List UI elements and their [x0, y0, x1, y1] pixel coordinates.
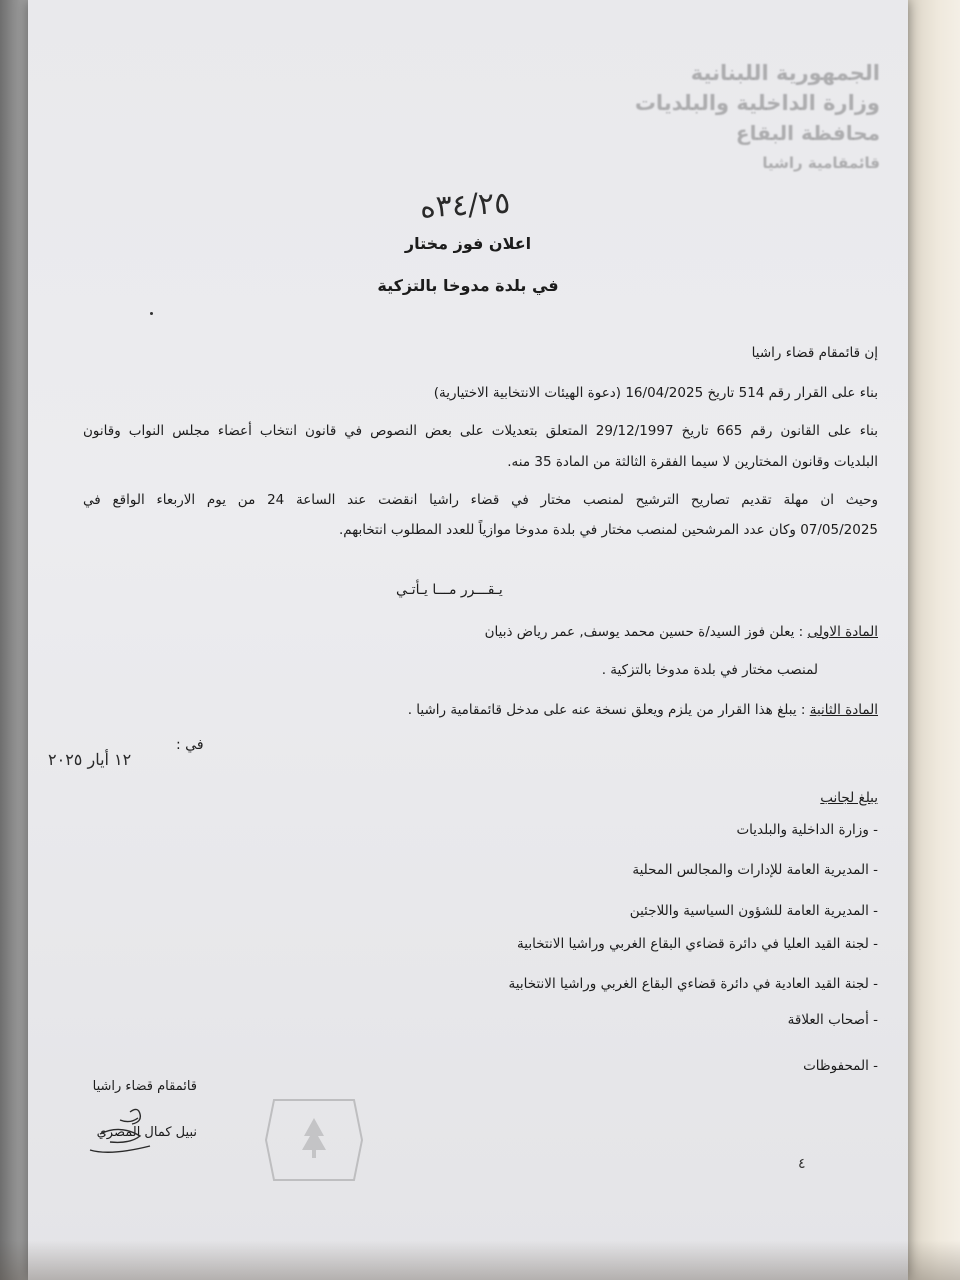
letterhead-line: محافظة البقاع	[735, 121, 880, 145]
distribution-item: - المحفوظات	[803, 1058, 878, 1074]
handwritten-signature	[60, 1090, 170, 1170]
intro-line: إن قائمقام قضاء راشيا	[751, 345, 878, 361]
whereas-line: وحيث ان مهلة تقديم تصاريح الترشيح لمنصب مختار في قضاء راشيا انقضت عند الساعة 24 من يوم الاربعاء الواقع في	[83, 492, 878, 508]
basis-line: بناء على القانون رقم 665 تاريخ 29/12/1997 المتعلق بتعديلات على بعض النصوص في قانون انتخاب أعضاء مجلس النواب وقانون	[83, 423, 878, 439]
handwritten-date: ١٢ أيار ٢٠٢٥	[48, 750, 132, 769]
document-title: اعلان فوز مختار	[404, 234, 532, 253]
document-subtitle: في بلدة مدوخا بالتزكية	[377, 276, 559, 295]
letterhead-line: وزارة الداخلية والبلديات	[634, 91, 880, 115]
photo-bottom-shadow	[0, 1240, 960, 1280]
date-label: في :	[176, 737, 204, 753]
distribution-item: - وزارة الداخلية والبلديات	[736, 822, 878, 838]
distribution-heading-text: يبلغ لجانب	[820, 790, 878, 806]
distribution-item: - لجنة القيد العليا في دائرة قضاءي البقاع الغربي وراشيا الانتخابية	[517, 936, 878, 952]
article-1-continuation: لمنصب مختار في بلدة مدوخا بالتزكية .	[601, 662, 818, 678]
article-2-text: : يبلغ هذا القرار من يلزم ويعلق نسخة عنه على مدخل قائمقامية راشيا .	[407, 702, 806, 718]
whereas-line: 07/05/2025 وكان عدد المرشحين لمنصب مختار في بلدة مدوخا موازياً للعدد المطلوب انتخابهم.	[338, 522, 878, 538]
distribution-item: - لجنة القيد العادية في دائرة قضاءي البقاع الغربي وراشيا الانتخابية	[508, 976, 878, 992]
article-2-label: المادة الثانية	[809, 702, 878, 718]
distribution-item: - المديرية العامة للإدارات والمجالس المحلية	[632, 862, 878, 878]
ink-speck	[150, 312, 153, 315]
decision-heading: يـقـــرر مـــا يـأتـي	[396, 582, 503, 598]
basis-line: البلديات وقانون المختارين لا سيما الفقرة الثالثة من المادة 35 منه.	[507, 454, 878, 470]
distribution-item: - أصحاب العلاقة	[787, 1012, 878, 1028]
article-1-label: المادة الاولى	[807, 624, 878, 640]
official-stamp	[254, 1080, 374, 1200]
article-2	[408, 702, 878, 718]
basis-line: بناء على القرار رقم 514 تاريخ 16/04/2025 (دعوة الهيئات الانتخابية الاختيارية)	[433, 385, 878, 401]
signatory-title: قائمقام قضاء راشيا	[92, 1079, 197, 1094]
reference-number: ٣٤/٢٥ه	[419, 185, 512, 226]
article-1	[485, 624, 878, 640]
article-1-text: : يعلن فوز السيد/ة حسين محمد يوسف, عمر رياض ذبيان	[484, 624, 804, 640]
distribution-item: - المديرية العامة للشؤون السياسية واللاجئين	[629, 903, 878, 919]
letterhead	[634, 58, 880, 178]
letterhead-line: قائمقامية راشيا	[762, 154, 880, 172]
paper-stack-edge	[906, 0, 960, 1280]
letterhead-line: الجمهورية اللبنانية	[690, 61, 880, 85]
page-number: ٤	[798, 1156, 806, 1172]
distribution-heading	[820, 790, 878, 806]
signatory-name: نبيل كمال المصري	[96, 1125, 197, 1140]
